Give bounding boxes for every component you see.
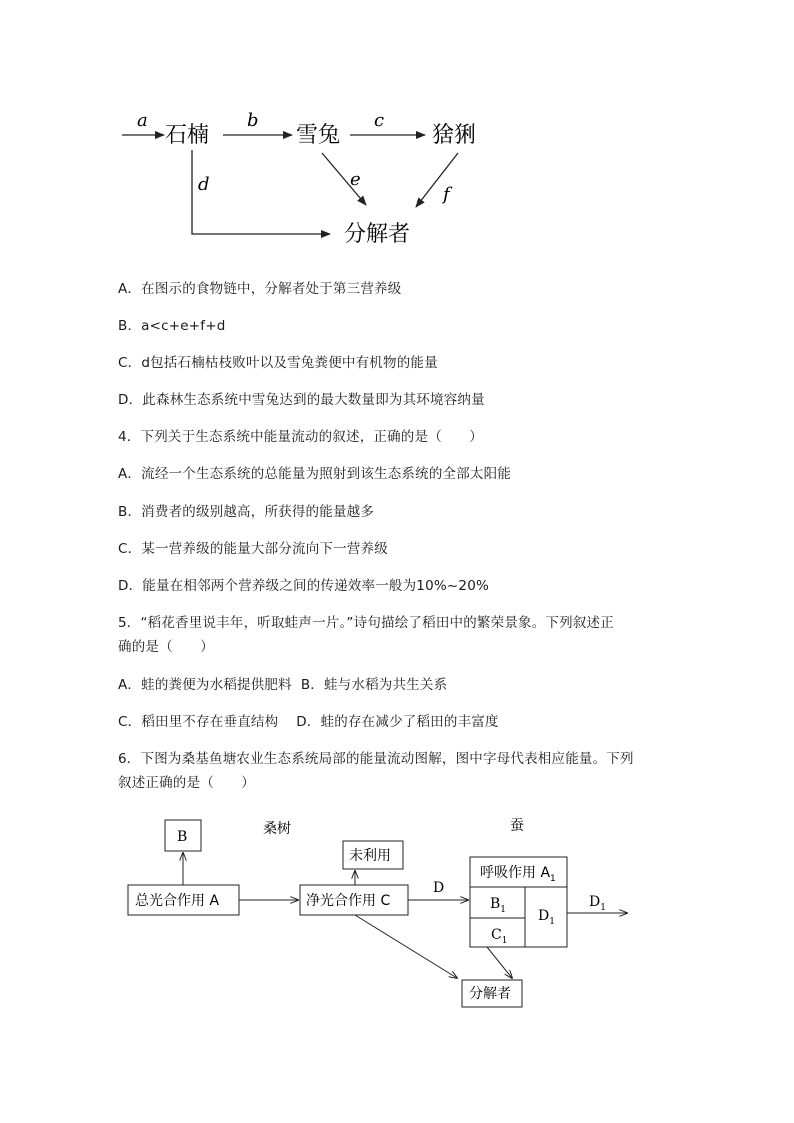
q5-stem-line1: 5．“稻花香里说丰年，听取蛙声一片。”诗句描绘了稻田中的繁荣景象。下列叙述正 [118,615,614,631]
q3-option-b: B．a<c+e+f+d [118,318,226,334]
box-unused-label: 未利用 [349,848,391,864]
header-silkworm: 蚕 [510,818,524,834]
q4-option-a: A．流经一个生态系统的总能量为照射到该生态系统的全部太阳能 [118,466,512,482]
q5-options-cd: C．稻田里不存在垂直结构 D．蛙的存在减少了稻田的丰富度 [118,714,499,730]
node-shinan: 石楠 [165,123,210,148]
cell-b1-label: $B_1$ [490,896,507,915]
box-total-label: 总光合作用 A [135,893,220,909]
label-d: D [433,880,445,896]
box-net-label: 净光合作用 C [306,893,391,909]
q6-stem-line1: 6．下图为桑基鱼塘农业生态系统局部的能量流动图解，图中字母代表相应能量。下列 [118,751,634,767]
arrow-f [416,153,458,207]
arrow-silkworm-to-decomposer [487,947,512,978]
label-a: a [137,110,148,131]
q5-stem-line2: 确的是（ ） [118,639,214,655]
label-c: c [374,110,385,131]
q4-option-d: D．能量在相邻两个营养级之间的传递效率一般为10%~20% [118,578,490,594]
header-mulberry: 桑树 [263,821,291,837]
label-b: b [247,110,259,131]
node-xuetu: 雪兔 [296,123,341,148]
q4-option-b: B．消费者的级别越高，所获得的能量越多 [118,504,375,520]
node-decomposer: 分解者 [344,222,411,247]
energy-flow-diagram [0,805,794,1025]
label-f: f [443,184,450,205]
q4-stem: 4．下列关于生态系统中能量流动的叙述，正确的是（ ） [118,429,483,445]
q3-option-c: C．d包括石楠枯枝败叶以及雪兔粪便中有机物的能量 [118,355,438,371]
cell-d1-label: $D_1$ [538,908,555,927]
label-d1: $D_1$ [589,894,606,913]
cell-c1-label: $C_1$ [491,927,508,946]
box-b-label: B [177,829,188,845]
food-web-diagram [0,0,794,260]
box-decomposer-label: 分解者 [469,986,511,1002]
q4-option-c: C．某一营养级的能量大部分流向下一营养级 [118,541,388,557]
arrow-net-to-decomposer [355,915,457,978]
box-respiration-label: 呼吸作用 $A_1$ [480,865,556,884]
arrow-d [192,150,330,234]
label-e: e [350,169,361,190]
q3-option-a: A．在图示的食物链中，分解者处于第三营养级 [118,281,402,297]
label-d: d [198,174,210,195]
node-sheli: 猞猁 [432,123,477,148]
q6-stem-line2: 叙述正确的是（ ） [118,775,255,791]
q5-options-ab: A．蛙的粪便为水稻提供肥料 B．蛙与水稻为共生关系 [118,677,448,693]
q3-option-d: D．此森林生态系统中雪兔达到的最大数量即为其环境容纳量 [118,392,485,408]
